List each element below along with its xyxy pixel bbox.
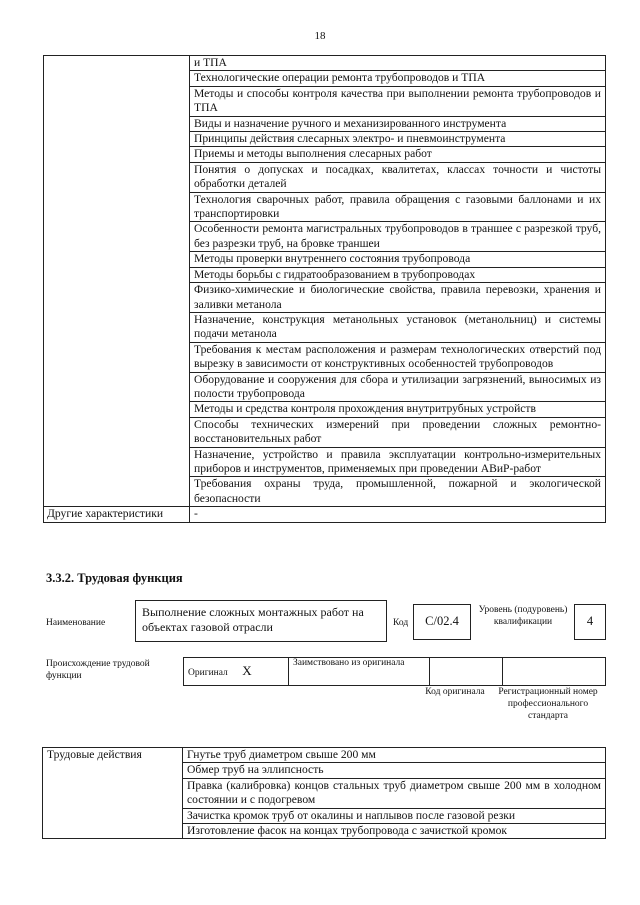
section-heading: 3.3.2. Трудовая функция xyxy=(46,571,183,585)
knowledge-item: Требования охраны труда, промышленной, пожарной и экологической безопасности xyxy=(190,477,606,507)
original-mark: X xyxy=(242,662,252,678)
function-name-box: Выполнение сложных монтажных работ на объектах газовой отрасли xyxy=(135,600,387,642)
level-label: Уровень (подуровень) квалификации xyxy=(478,605,568,627)
labor-actions-label: Трудовые действия xyxy=(43,748,183,839)
knowledge-item: Назначение, устройство и правила эксплуатации контрольно-измерительных приборов и инструментов, применяемых при проведении АВиР-работ xyxy=(190,447,606,477)
knowledge-item: Приемы и методы выполнения слесарных работ xyxy=(190,147,606,162)
table-row xyxy=(43,748,606,763)
table-row xyxy=(44,507,606,522)
knowledge-item: Понятия о допусках и посадках, квалитетах, классах точности и чистоты обработки деталей xyxy=(190,162,606,192)
knowledge-item: Принципы действия слесарных электро- и пневмоинструмента xyxy=(190,132,606,147)
section-label-cell xyxy=(44,56,190,507)
origin-table xyxy=(183,657,606,686)
level-value-box: 4 xyxy=(574,604,606,640)
knowledge-item: Методы проверки внутреннего состояния трубопровода xyxy=(190,252,606,267)
knowledge-item: Методы и средства контроля прохождения внутритрубных устройств xyxy=(190,402,606,417)
knowledge-item: и ТПА xyxy=(190,56,606,71)
knowledge-table xyxy=(43,55,606,523)
original-code-cell xyxy=(430,658,503,686)
knowledge-item: Технологические операции ремонта трубопроводов и ТПА xyxy=(190,71,606,86)
knowledge-item: Виды и назначение ручного и механизированного инструмента xyxy=(190,116,606,131)
function-code-box: С/02.4 xyxy=(413,604,471,640)
borrowed-cell: Заимствовано из оригинала xyxy=(289,658,430,686)
other-characteristics-label: Другие характеристики xyxy=(44,507,190,522)
table-row xyxy=(44,56,606,71)
page-number: 18 xyxy=(314,30,326,42)
labor-action-item: Изготовление фасок на концах трубопровода с зачисткой кромок xyxy=(183,824,606,839)
knowledge-item: Методы борьбы с гидратообразованием в трубопроводах xyxy=(190,267,606,282)
knowledge-item: Способы технических измерений при проведении сложных ремонтно-восстановительных работ xyxy=(190,417,606,447)
code-original-caption: Код оригинала xyxy=(425,687,485,697)
registration-number-cell xyxy=(503,658,606,686)
code-label: Код xyxy=(393,618,409,628)
origin-label: Происхождение трудовой функции xyxy=(46,659,150,681)
knowledge-item: Оборудование и сооружения для сбора и утилизации загрязнений, выносимых из полости трубопровода xyxy=(190,372,606,402)
knowledge-item: Особенности ремонта магистральных трубопроводов в траншее с разрезкой труб, без разрезки труб, на бровке траншеи xyxy=(190,222,606,252)
name-label: Наименование xyxy=(46,618,106,628)
labor-action-item: Гнутье труб диаметром свыше 200 мм xyxy=(183,748,606,763)
knowledge-item: Требования к местам расположения и размерам технологических отверстий под вырезку в зависимости от конструктивных особенностей трубопроводов xyxy=(190,342,606,372)
knowledge-item: Технология сварочных работ, правила обращения с газовыми баллонами и их транспортировки xyxy=(190,192,606,222)
original-label: Оригинал xyxy=(188,667,228,678)
labor-action-item: Зачистка кромок труб от окалины и наплывов после газовой резки xyxy=(183,808,606,823)
original-cell xyxy=(184,658,289,686)
knowledge-item: Назначение, конструкция метанольных установок (метанольниц) и системы подачи метанола xyxy=(190,312,606,342)
knowledge-item: Физико-химические и биологические свойства, правила перевозки, хранения и заливки метанола xyxy=(190,283,606,313)
labor-action-item: Обмер труб на эллипсность xyxy=(183,763,606,778)
other-characteristics-value: - xyxy=(190,507,606,522)
labor-actions-table xyxy=(42,747,606,839)
knowledge-item: Методы и способы контроля качества при выполнении ремонта трубопроводов и ТПА xyxy=(190,86,606,116)
labor-action-item: Правка (калибровка) концов стальных труб диаметром свыше 200 мм в холодном состоянии и с подогревом xyxy=(183,778,606,808)
registration-number-caption: Регистрационный номер профессионального стандарта xyxy=(498,687,598,721)
